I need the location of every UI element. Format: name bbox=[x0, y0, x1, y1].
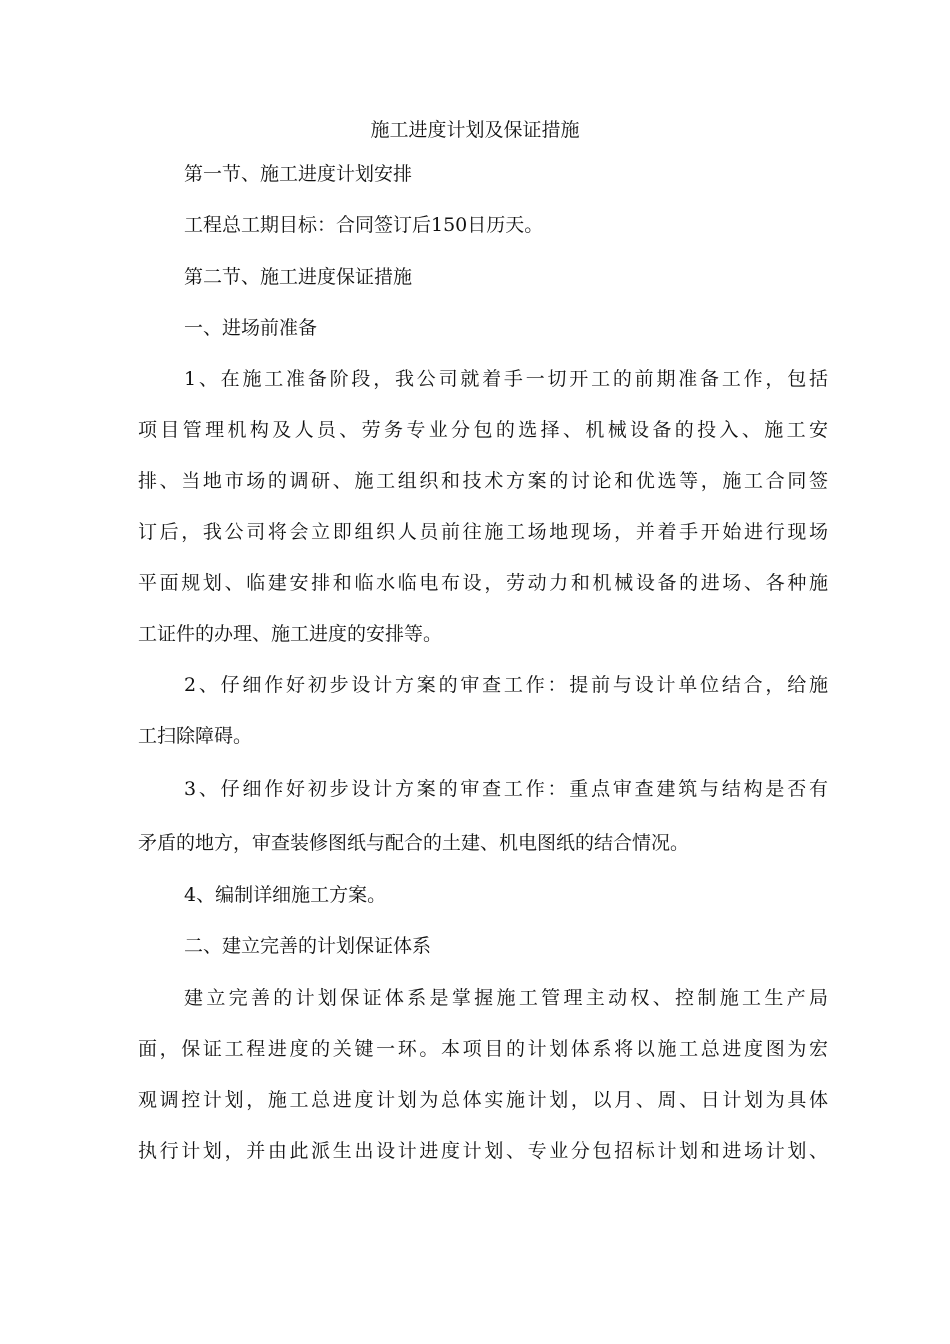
paragraph-line: 工扫除障碍。 bbox=[138, 725, 253, 747]
paragraph-line: 平面规划、临建安排和临水临电布设，劳动力和机械设备的进场、各种施 bbox=[138, 572, 828, 594]
subsection-heading: 一、进场前准备 bbox=[184, 317, 318, 339]
paragraph-line: 建立完善的计划保证体系是掌握施工管理主动权、控制施工生产局 bbox=[184, 987, 828, 1009]
paragraph-line: 1、在施工准备阶段，我公司就着手一切开工的前期准备工作，包括 bbox=[184, 368, 828, 390]
paragraph-line: 面，保证工程进度的关键一环。本项目的计划体系将以施工总进度图为宏 bbox=[138, 1038, 828, 1060]
section-heading-2: 第二节、施工进度保证措施 bbox=[184, 266, 413, 288]
paragraph-line: 3、仔细作好初步设计方案的审查工作：重点审查建筑与结构是否有 bbox=[184, 778, 828, 800]
paragraph-line: 工证件的办理、施工进度的安排等。 bbox=[138, 623, 443, 645]
paragraph-line: 项目管理机构及人员、劳务专业分包的选择、机械设备的投入、施工安 bbox=[138, 419, 828, 441]
subsection-heading: 二、建立完善的计划保证体系 bbox=[184, 935, 432, 957]
paragraph-line: 矛盾的地方，审查装修图纸与配合的土建、机电图纸的结合情况。 bbox=[138, 832, 690, 854]
paragraph-line: 4、编制详细施工方案。 bbox=[184, 884, 387, 906]
section-heading-1: 第一节、施工进度计划安排 bbox=[184, 163, 413, 185]
paragraph-line: 订后，我公司将会立即组织人员前往施工场地现场，并着手开始进行现场 bbox=[138, 521, 828, 543]
paragraph-line: 2、仔细作好初步设计方案的审查工作：提前与设计单位结合，给施 bbox=[184, 674, 828, 696]
paragraph-line: 观调控计划，施工总进度计划为总体实施计划，以月、周、日计划为具体 bbox=[138, 1089, 828, 1111]
paragraph-line: 工程总工期目标：合同签订后150日历天。 bbox=[184, 214, 544, 236]
paragraph-line: 执行计划，并由此派生出设计进度计划、专业分包招标计划和进场计划、 bbox=[138, 1140, 828, 1162]
document-title: 施工进度计划及保证措施 bbox=[370, 119, 580, 141]
paragraph-line: 排、当地市场的调研、施工组织和技术方案的讨论和优选等，施工合同签 bbox=[138, 470, 828, 492]
